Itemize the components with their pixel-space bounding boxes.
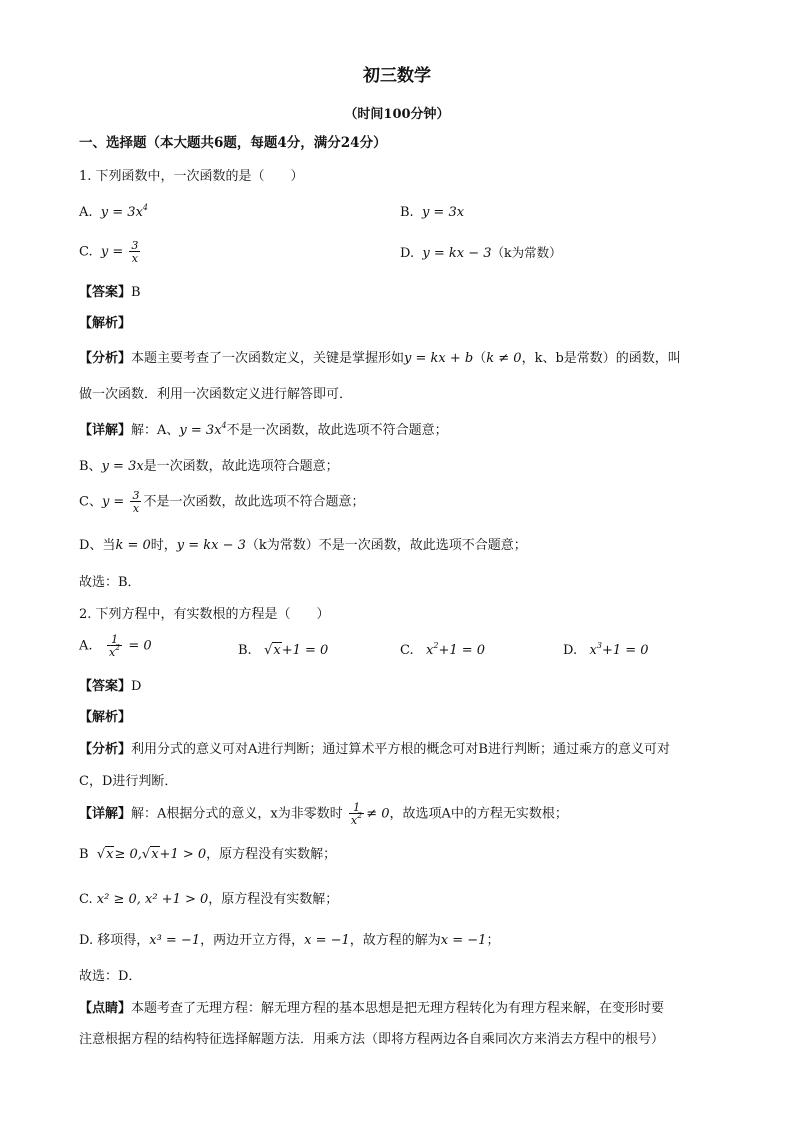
- option-math: y = 3x: [421, 205, 465, 220]
- q2-detail-d: D. 移项得，x³ = −1，两边开立方得，x = −1，故方程的解为x = −1；: [79, 933, 500, 948]
- fenxi-tag: 【分析】: [79, 742, 132, 757]
- answer-tag: 【答案】: [79, 679, 132, 694]
- dianjing-tag: 【点睛】: [79, 1001, 132, 1016]
- q1-option-d: [400, 247, 562, 260]
- fraction-denominator: x: [129, 251, 140, 264]
- q1-detail-b: B、y = 3x是一次函数，故此选项符合题意；: [79, 459, 339, 474]
- q2-option-b: B. √x+1 = 0: [238, 643, 329, 658]
- detail-tag: 【详解】: [79, 806, 132, 822]
- q2-option-c: C. $x^2+1 = 0$: [400, 641, 486, 658]
- answer-tag: 【答案】: [79, 285, 132, 300]
- inline-math: y = 3x: [101, 459, 144, 474]
- fraction: $\frac{1}{x^2}$: [350, 801, 363, 827]
- q2-dianjing-line2: 注意根据方程的结构特征选择解题方法．用乘方法（即将方程两边各自乘同次方来消去方程中的根号）: [79, 1032, 665, 1047]
- fraction: [129, 240, 140, 264]
- q2-detail-c: C. x² ≥ 0, x² +1 > 0，原方程没有实数解；: [79, 892, 339, 907]
- detail-tag: 【详解】: [79, 423, 132, 438]
- option-label: D.: [400, 246, 415, 261]
- option-label: A.: [79, 638, 93, 654]
- q2-detail-a: 【详解】解：A根据分式的意义，x为非零数时 $\frac{1}{x^2}$ ≠ 0，故选项A中的方程无实数根；: [79, 801, 568, 827]
- q1-answer: [79, 286, 141, 299]
- inline-math: y = kx + b: [404, 351, 474, 366]
- q2-fenxi-line2: C，D进行判断．: [79, 774, 178, 789]
- q2-dianjing-line1: 【点睛】本题考查了无理方程：解无理方程的基本思想是把无理方程转化为有理方程来解，在变形时要: [79, 1001, 665, 1016]
- fenxi-tag: 【分析】: [79, 351, 132, 366]
- option-note: （k为常数）: [491, 245, 562, 260]
- q2-option-a: A. $\frac{1}{x^2}$ = 0: [79, 633, 152, 659]
- option-label: B.: [238, 643, 252, 658]
- q2-stem: 2. 下列方程中，有实数根的方程是（ ）: [79, 607, 330, 622]
- page-subtitle: （时间100分钟）: [344, 107, 450, 122]
- fraction: $\frac{1}{x^2}$: [108, 633, 121, 659]
- q1-fenxi-line1: 【分析】本题主要考查了一次函数定义，关键是掌握形如y = kx + b（k ≠ 0，k、b是常数）的函数，叫: [79, 351, 681, 366]
- option-math: y = kx − 3: [422, 246, 492, 261]
- inline-math: k ≠ 0: [486, 351, 522, 366]
- answer-value: B: [131, 285, 141, 300]
- inline-math: y = 3x: [179, 423, 222, 438]
- option-math: y =: [100, 244, 124, 260]
- fraction-numerator: 3: [131, 239, 139, 252]
- option-exponent: 4: [142, 203, 148, 212]
- q1-detail-d: D、当k = 0时，y = kx − 3（k为常数）不是一次函数，故此选项不合题意；: [79, 538, 527, 553]
- q2-analysis-tag: 【解析】: [79, 710, 132, 725]
- q1-detail-c: C、y = $\frac{3}{x}$ 不是一次函数，故此选项不符合题意；: [79, 489, 365, 515]
- q1-analysis-tag: 【解析】: [79, 316, 132, 331]
- option-label: B.: [400, 205, 414, 220]
- q2-conclusion: 故选：D．: [79, 969, 142, 984]
- answer-value: D: [131, 679, 142, 694]
- section-heading: 一、选择题（本大题共6题，每题4分，满分24分）: [79, 135, 387, 151]
- page-title: 初三数学: [363, 66, 431, 86]
- sqrt: √x: [264, 643, 281, 658]
- q1-option-b: [400, 206, 464, 219]
- option-label: C.: [400, 643, 414, 658]
- q1-stem: 1. 下列函数中，一次函数的是（ ）: [79, 169, 304, 184]
- option-math: y = 3x: [100, 205, 143, 220]
- fraction: $\frac{3}{x}$: [132, 489, 140, 515]
- inline-math: y = kx − 3: [176, 538, 246, 553]
- q1-option-a: [79, 203, 148, 220]
- q1-option-c: [79, 240, 142, 264]
- option-label: D.: [563, 643, 578, 658]
- q2-detail-b: B √x≥ 0,√x+1 > 0，原方程没有实数解；: [79, 847, 337, 862]
- q1-fenxi-line2: 做一次函数．利用一次函数定义进行解答即可．: [79, 387, 353, 402]
- q1-detail-a: 【详解】解：A、$y = 3x^4$不是一次函数，故此选项不符合题意；: [79, 421, 448, 438]
- option-label: A.: [79, 205, 93, 220]
- q2-fenxi-line1: 【分析】利用分式的意义可对A进行判断；通过算术平方根的概念可对B进行判断；通过乘方的意义可对: [79, 742, 670, 757]
- q2-option-d: D. $x^3+1 = 0$: [563, 641, 649, 658]
- q1-conclusion: 故选：B．: [79, 575, 141, 590]
- inline-math: y =: [101, 494, 125, 510]
- q2-answer: [79, 680, 141, 693]
- option-label: C.: [79, 244, 93, 260]
- inline-math: k = 0: [115, 538, 151, 553]
